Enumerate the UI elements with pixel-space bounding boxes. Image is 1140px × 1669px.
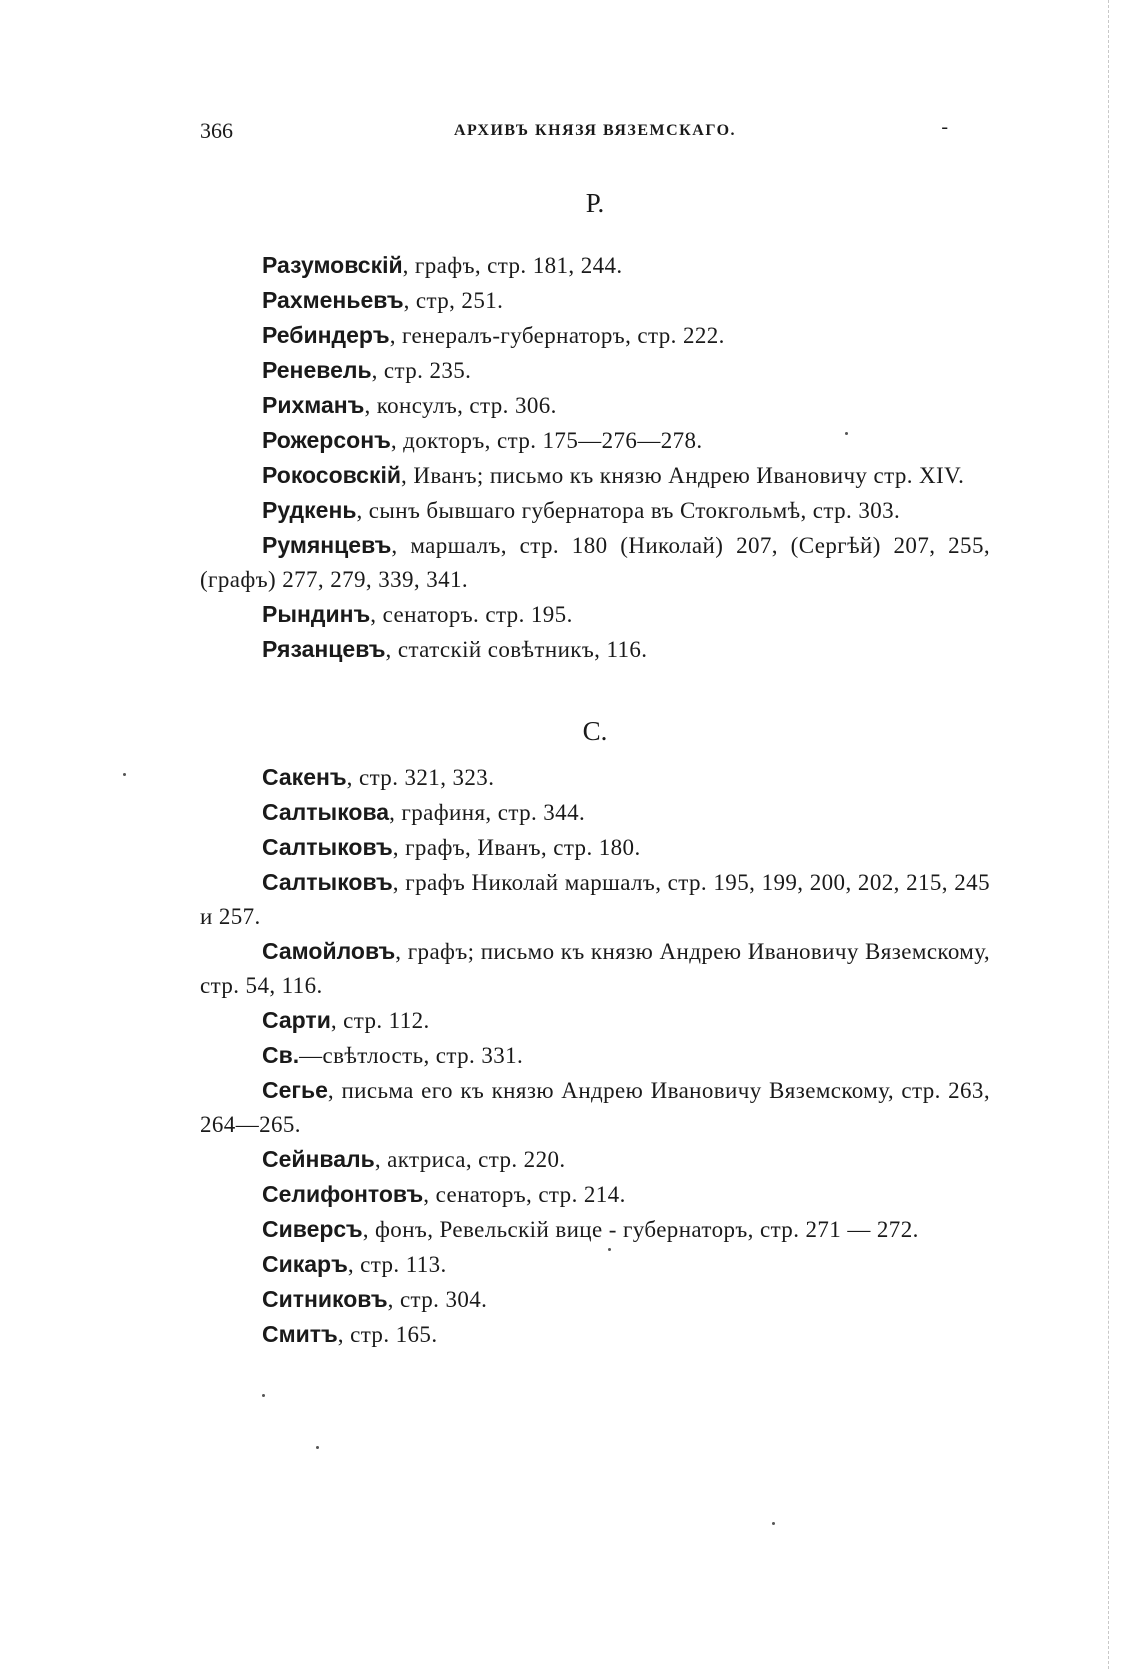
entry-name: Сегье [262, 1077, 328, 1103]
index-entry [200, 1212, 990, 1247]
index-entry [200, 1038, 990, 1073]
entry-text: , стр. 165. [337, 1322, 438, 1347]
entry-text: , графъ; письмо къ князю Андрею Ивановичу Вяземскому, стр. 54, 116. [200, 939, 990, 998]
entry-name: Сикаръ [262, 1251, 348, 1277]
entry-name: Сакенъ [262, 764, 347, 790]
entry-text: , стр. 112. [330, 1008, 430, 1033]
entry-name: Салтыковъ [262, 869, 393, 895]
index-entry [200, 1282, 990, 1317]
scan-speck [262, 1394, 265, 1397]
index-entry [200, 1003, 990, 1038]
page-header [200, 118, 990, 150]
entry-name: Св. [262, 1042, 300, 1068]
index-entry [200, 388, 990, 423]
entry-text: , маршалъ, стр. 180 (Николай) 207, (Сергѣй) 207, 255, (графъ) 277, 279, 339, 341. [200, 533, 990, 592]
entry-text: , консулъ, стр. 306. [364, 393, 557, 418]
index-entry [200, 423, 990, 458]
entry-text: , стр. 235. [371, 358, 472, 383]
index-entry [200, 1247, 990, 1282]
scan-speck [316, 1446, 319, 1449]
entry-name: Самойловъ [262, 938, 396, 964]
entry-name: Сейнваль [262, 1146, 375, 1172]
entry-name: Разумовскій [262, 252, 403, 278]
index-entry [200, 934, 990, 1003]
entry-name: Салтыкова [262, 799, 390, 825]
entry-text: , графиня, стр. 344. [389, 800, 586, 825]
entry-text: , стр. 321, 323. [346, 765, 495, 790]
entry-name: Рокосовскій [262, 462, 402, 488]
scan-edge-line [1108, 0, 1110, 1669]
entry-text: , докторъ, стр. 175—276—278. [390, 428, 703, 453]
index-section-r [200, 248, 990, 667]
index-section-s [200, 760, 990, 1352]
entry-text: , генералъ-губернаторъ, стр. 222. [389, 323, 725, 348]
entry-name: Реневель [262, 357, 372, 383]
entry-name: Салтыковъ [262, 834, 393, 860]
entry-name: Рязанцевъ [262, 636, 386, 662]
entry-name: Рахменьевъ [262, 287, 404, 313]
index-entry [200, 458, 990, 493]
index-entry [200, 283, 990, 318]
index-entry [200, 830, 990, 865]
letter-heading-s: С. [582, 716, 608, 746]
entry-text: , графъ Николай маршалъ, стр. 195, 199, 200, 202, 215, 245 и 257. [200, 870, 990, 929]
scan-speck [772, 1522, 775, 1525]
index-entry [200, 1317, 990, 1352]
scan-speck [608, 1248, 611, 1251]
entry-name: Сарти [262, 1007, 331, 1033]
entry-text: , графъ, стр. 181, 244. [402, 253, 623, 278]
entry-name: Рындинъ [262, 601, 371, 627]
index-entry [200, 353, 990, 388]
entry-name: Ситниковъ [262, 1286, 388, 1312]
index-entry [200, 318, 990, 353]
entry-text: —свѣтлость, стр. 331. [299, 1043, 524, 1068]
index-entry [200, 493, 990, 528]
page-number: 366 [200, 118, 233, 143]
entry-name: Рожерсонъ [262, 427, 391, 453]
entry-text: , письма его къ князю Андрею Ивановичу Вяземскому, стр. 263, 264—265. [200, 1078, 990, 1137]
index-entry [200, 528, 990, 597]
index-entry [200, 865, 990, 934]
entry-text: , сенаторъ, стр. 214. [423, 1182, 626, 1207]
entry-name: Смитъ [262, 1321, 338, 1347]
entry-text: , актриса, стр. 220. [374, 1147, 566, 1172]
entry-text: , Иванъ; письмо къ князю Андрею Ивановичу стр. XIV. [401, 463, 965, 488]
running-title: АРХИВЪ КНЯЗЯ ВЯЗЕМСКАГО. [453, 122, 737, 139]
entry-text: , стр. 113. [347, 1252, 447, 1277]
entry-name: Сиверсъ [262, 1216, 363, 1242]
entry-name: Ребиндеръ [262, 322, 390, 348]
entry-text: , фонъ, Ревельскій вице - губернаторъ, стр. 271 — 272. [362, 1217, 919, 1242]
index-entry [200, 1073, 990, 1142]
entry-text: , стр, 251. [403, 288, 504, 313]
entry-text: , сенаторъ. стр. 195. [370, 602, 573, 627]
scan-speck [845, 432, 848, 435]
index-entry [200, 597, 990, 632]
index-entry [200, 760, 990, 795]
index-entry [200, 1142, 990, 1177]
index-entry [200, 1177, 990, 1212]
index-entry [200, 795, 990, 830]
scan-speck [123, 773, 126, 776]
index-entry [200, 632, 990, 667]
entry-text: , сынъ бывшаго губернатора въ Стокгольмѣ, стр. 303. [356, 498, 901, 523]
letter-heading-r: Р. [585, 188, 605, 218]
entry-text: , статскій совѣтникъ, 116. [385, 637, 648, 662]
entry-name: Рудкень [262, 497, 357, 523]
entry-text: , графъ, Иванъ, стр. 180. [392, 835, 641, 860]
header-mark: - [941, 116, 948, 138]
entry-name: Рихманъ [262, 392, 365, 418]
entry-text: , стр. 304. [387, 1287, 488, 1312]
entry-name: Румянцевъ [262, 532, 392, 558]
entry-name: Селифонтовъ [262, 1181, 424, 1207]
index-entry [200, 248, 990, 283]
